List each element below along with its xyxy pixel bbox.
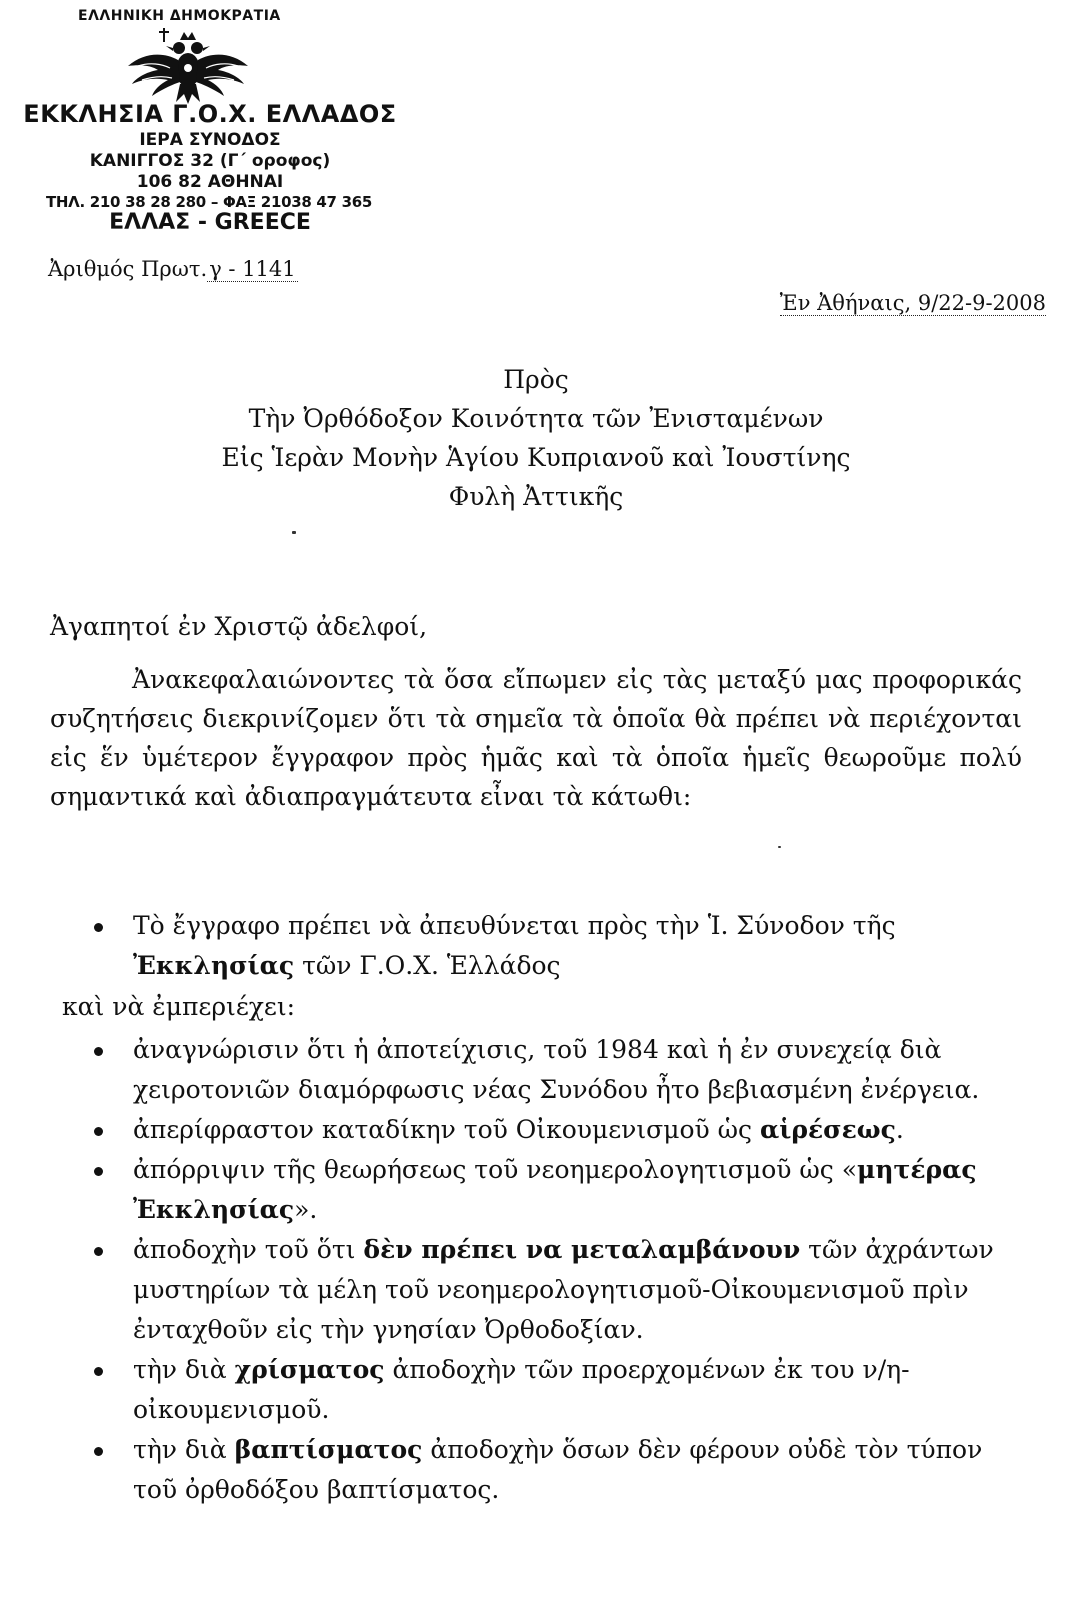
letterhead-synod: ΙΕΡΑ ΣΥΝΟΔΟΣ [139,130,281,150]
list-item: τὴν διὰ βαπτίσματος ἀποδοχὴν ὅσων δὲν φέρουν οὐδὲ τὸν τύπον τοῦ ὀρθοδόξου βαπτίσματος. [0,1430,1023,1510]
recipient-line: Πρὸς [503,365,569,394]
letterhead-city: 106 82 ΑΘΗΝΑΙ [136,172,284,192]
scan-speck [778,846,781,848]
list-item: ἀναγνώρισιν ὅτι ἡ ἀποτείχισις, τοῦ 1984 καὶ ἡ ἐν συνεχείᾳ διὰ χειροτονιῶν διαμόρφωσις νέας Συνόδου ἦτο βεβιασμένη ἐνέργεια. [0,1030,1023,1110]
body-paragraph: Ἀνακεφαλαιώνοντες τὰ ὅσα εἴπωμεν εἰς τὰς μεταξύ μας προφορικάς συζητήσεις διεκρινίζομεν ὅτι τὰ σημεῖα τὰ ὁποῖα θὰ πρέπει νὰ περιέχονται εἰς ἕν ὑμέτερον ἔγγραφον πρὸς ἡμᾶς καὶ τὰ ὁποῖα ἡμεῖς θεωροῦμε πολύ σημαντικά καὶ ἀδιαπραγμάτευτα εἶναι τὰ κάτωθι: [50,665,1022,811]
protocol-value: γ - 1141 [209,257,296,281]
contents-list [0,1030,1072,1510]
letterhead-church: ΕΚΚΛΗΣΙΑ Γ.Ο.Χ. ΕΛΛΑΔΟΣ [23,100,397,128]
recipient-block [0,360,1072,516]
letterhead-street: ΚΑΝΙΓΓΟΣ 32 (Γ΄ οροφος) [89,151,331,171]
list-intro: καὶ νὰ ἐμπεριέχει: [62,992,296,1021]
recipient-line: Φυλὴ Ἀττικῆς [448,482,624,511]
protocol-label: Ἀριθμός Πρωτ. [48,257,208,281]
date-place: Ἐν Ἀθήναις, [779,291,912,315]
list-item: ἀπερίφραστον καταδίκην τοῦ Οἰκουμενισμοῦ ὡς αἱρέσεως. [0,1110,1023,1150]
letterhead-country: ΕΛΛΑΣ - GREECE [109,210,311,235]
list-item: ἀποδοχὴν τοῦ ὅτι δὲν πρέπει να μεταλαμβάνουν τῶν ἀχράντων μυστηρίων τὰ μέλη τοῦ νεοημερολογητισμοῦ-Οἰκουμενισμοῦ πρὶν ἐνταχθοῦν εἰς τὴν γνησίαν Ὀρθοδοξίαν. [0,1230,1023,1350]
bullet-icon [94,1167,103,1176]
bullet-icon [94,1447,103,1456]
recipient-line: Τὴν Ὀρθόδοξον Κοινότητα τῶν Ἐνισταμένων [248,404,824,433]
bullet-icon [94,1127,103,1136]
protocol-number [48,257,298,281]
recipient-line: Εἰς Ἱερὰν Μονὴν Ἁγίου Κυπριανοῦ καὶ Ἰουστίνης [221,443,851,472]
bullet-icon [94,1367,103,1376]
scan-speck [292,531,296,534]
letter-date [780,291,1046,315]
bullet-icon [94,1247,103,1256]
letterhead-phone: ΤΗΛ. 210 38 28 280 – ΦΑΞ 21038 47 365 [45,193,373,211]
list-item: τὴν διὰ χρίσματος ἀποδοχὴν τῶν προερχομένων ἐκ του ν/η-οἰκουμενισμοῦ. [0,1350,1023,1430]
letterhead-republic: ΕΛΛΗΝΙΚΗ ΔΗΜΟΚΡΑΤΙΑ [78,8,281,24]
bullet-icon [94,1047,103,1056]
requirements-list [0,906,1072,986]
double-headed-eagle-icon [124,26,252,106]
bullet-icon [94,923,103,932]
list-item: Τὸ ἔγγραφο πρέπει νὰ ἀπευθύνεται πρὸς τὴν Ἱ. Σύνοδον τῆς Ἐκκλησίας τῶν Γ.Ο.Χ. Ἑλλάδος [0,906,1023,986]
date-value: 9/22-9-2008 [917,291,1046,315]
list-item: ἀπόρριψιν τῆς θεωρήσεως τοῦ νεοημερολογητισμοῦ ὡς «μητέρας Ἐκκλησίας». [0,1150,1023,1230]
salutation: Ἀγαπητοί ἐν Χριστῷ ἀδελφοί, [50,612,428,641]
